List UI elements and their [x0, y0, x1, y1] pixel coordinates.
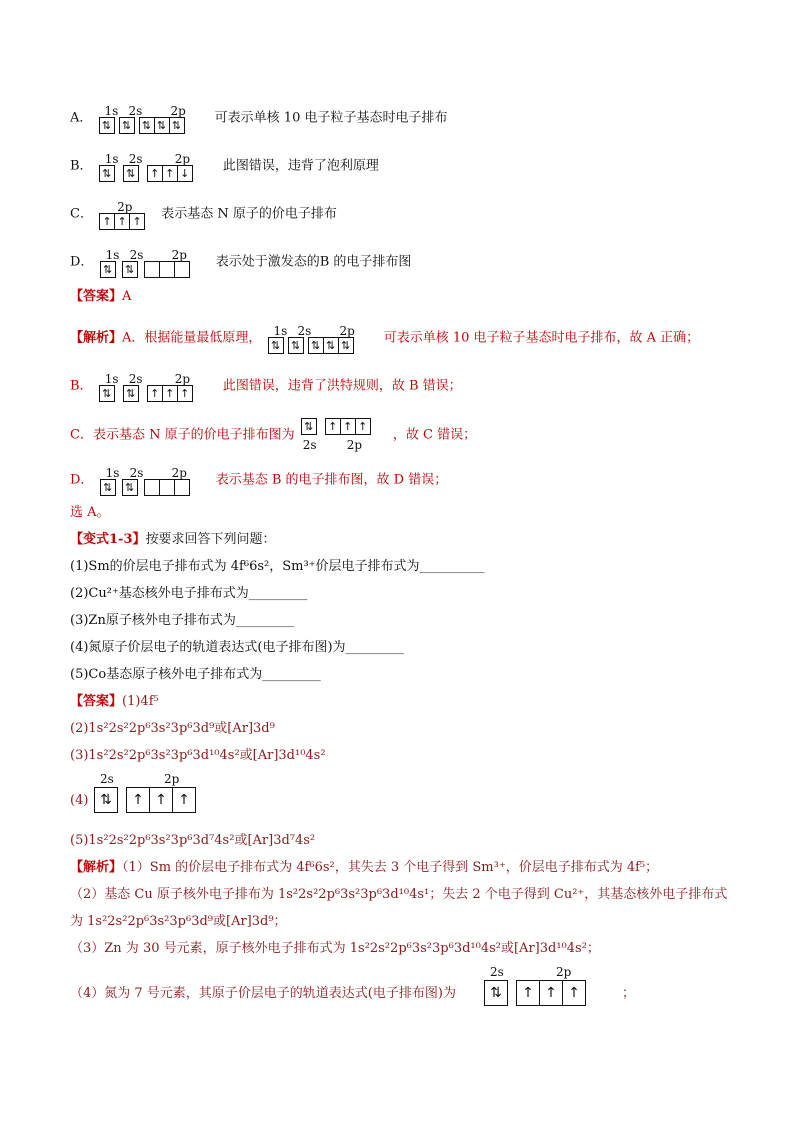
- orbital-box: ⇅: [126, 387, 136, 400]
- orbital-label: 2s: [128, 372, 143, 386]
- question-1: (1)Sm的价层电子排布式为 4f⁶6s²，Sm³⁺价层电子排布式为__________: [70, 559, 485, 574]
- orbital-diagram-analysis-a: [268, 324, 378, 352]
- orbital-box: ↑: [163, 166, 178, 181]
- orbital-label: 1s: [273, 324, 288, 338]
- analysis-d-text: 表示基态 B 的电子排布图，故 D 错误；: [215, 472, 448, 488]
- analysis-tag: 【解析】: [70, 860, 123, 875]
- orbital-label: 1s: [104, 152, 119, 166]
- orbital-label: 2s: [129, 248, 144, 262]
- orbital-label: 1s: [104, 372, 119, 386]
- analysis-c-text-2: ，故 C 错误；: [392, 427, 477, 443]
- orbital-box: ⇅: [309, 338, 324, 353]
- orbital-label: 2s: [100, 772, 114, 786]
- orbital-box: ↑: [540, 981, 563, 1005]
- orbital-box: ⇅: [121, 119, 132, 132]
- option-b-prefix: B．: [70, 158, 93, 174]
- orbital-diagram-b: [99, 152, 217, 180]
- option-d-prefix: D．: [70, 254, 94, 270]
- orbital-box: ⇅: [270, 339, 281, 352]
- orbital-diagram-analysis-c: [301, 418, 387, 452]
- orbital-box: ⇅: [304, 420, 314, 433]
- orbital-box: ↑: [127, 788, 150, 812]
- orbital-box: [145, 262, 160, 277]
- orbital-box: ⇅: [102, 263, 113, 276]
- orbital-label: 2p: [346, 438, 363, 452]
- orbital-box: ⇅: [101, 119, 112, 132]
- orbital-box: [160, 262, 175, 277]
- analysis-2-p3: （3）Zn 为 30 号元素，原子核外电子排布式为 1s²2s²2p⁶3s²3p⁶3d¹⁰4s²或[Ar]3d¹⁰4s²；: [70, 941, 600, 956]
- orbital-diagram-answer-4: [94, 774, 224, 820]
- answer-2: [70, 693, 159, 711]
- answer-3-value: (3)1s²2s²2p⁶3s²3p⁶3d¹⁰4s²或[Ar]3d¹⁰4s²: [70, 748, 326, 763]
- option-c-text: 表示基态 N 原子的价电子排布: [161, 206, 337, 222]
- analysis-conclusion: 选 A。: [70, 505, 110, 520]
- answer-tag: 【答案】: [70, 694, 123, 709]
- orbital-label: 2p: [171, 466, 187, 480]
- orbital-label: 1s: [104, 104, 119, 118]
- answer-tag: 【答案】: [70, 289, 123, 304]
- answer-1-value: (1)4f⁵: [122, 694, 159, 709]
- option-c: [70, 200, 337, 228]
- orbital-box: ⇅: [324, 338, 339, 353]
- option-a: [70, 104, 447, 132]
- analysis-c-text: C．表示基态 N 原子的价电子排布图为: [70, 427, 295, 443]
- variant-heading: [70, 531, 276, 549]
- analysis-d: [70, 466, 447, 494]
- analysis-2-p4: [70, 985, 456, 1003]
- orbital-box: ↓: [180, 167, 190, 180]
- answer-4-prefix: (4): [70, 793, 89, 808]
- option-a-text: 可表示单核 10 电子粒子基态时电子排布: [214, 110, 448, 126]
- question-3: (3)Zn原子核外电子排布式为_________: [70, 613, 295, 628]
- orbital-box: ↑: [132, 215, 142, 228]
- analysis-a: [70, 324, 699, 352]
- option-b: [70, 152, 379, 180]
- option-a-prefix: A．: [70, 110, 93, 126]
- orbital-box: ⇅: [490, 985, 502, 1001]
- analysis-a-text-2: 可表示单核 10 电子粒子基态时电子排布，故 A 正确；: [383, 330, 700, 346]
- orbital-box: [145, 480, 160, 495]
- orbital-label: 2s: [128, 104, 143, 118]
- option-b-text: 此图错误，违背了泡利原理: [222, 158, 379, 174]
- answer-2-value: (2)1s²2s²2p⁶3s²3p⁶3d⁹或[Ar]3d⁹: [70, 721, 275, 736]
- question-2: (2)Cu²⁺基态核外电子排布式为_________: [70, 586, 308, 601]
- analysis-b: [70, 372, 462, 400]
- orbital-label: 1s: [105, 248, 120, 262]
- orbital-box: ⇅: [102, 387, 112, 400]
- orbital-label: 2s: [129, 466, 144, 480]
- orbital-label: 2s: [302, 438, 317, 452]
- analysis-2-p2b: 为 1s²2s²2p⁶3s²3p⁶3d⁹或[Ar]3d⁹；: [70, 914, 287, 929]
- orbital-box: ↑: [115, 214, 130, 229]
- orbital-box: ↑: [341, 419, 356, 434]
- orbital-box: ↑: [326, 419, 341, 434]
- orbital-diagram-a: [99, 104, 209, 132]
- variant-intro: 按要求回答下列问题：: [145, 532, 276, 547]
- orbital-box: ⇅: [126, 167, 136, 180]
- orbital-label: 2p: [117, 200, 133, 214]
- analysis-2-p2a: （2）基态 Cu 原子核外电子排布为 1s²2s²2p⁶3s²3p⁶3d¹⁰4s¹；失去 2 个电子得到 Cu²⁺，其基态核外电子排布式: [70, 887, 728, 902]
- orbital-diagram-analysis-d: [100, 466, 210, 494]
- orbital-label: 2p: [170, 104, 186, 118]
- orbital-box: ⇅: [290, 339, 301, 352]
- orbital-label: 2p: [339, 324, 355, 338]
- analysis-d-prefix: D．: [70, 472, 94, 488]
- analysis-2-p1-text: （1）Sm 的价层电子排布式为 4f⁶6s²，其失去 3 个电子得到 Sm³⁺，价层电子排布式为 4f⁵；: [122, 860, 659, 875]
- orbital-label: 2s: [128, 152, 143, 166]
- analysis-2-p1: [70, 859, 658, 877]
- variant-tag: 【变式1-3】: [70, 532, 146, 547]
- orbital-diagram-d: [100, 248, 210, 276]
- orbital-label: 2s: [490, 965, 504, 979]
- analysis-c: [70, 418, 476, 452]
- option-d-text: 表示处于激发态的B 的电子排布图: [215, 254, 412, 270]
- orbital-box: ↑: [358, 420, 368, 433]
- orbital-box: ⇅: [102, 167, 112, 180]
- orbital-label: 2p: [556, 965, 572, 979]
- orbital-label: 2p: [174, 372, 191, 386]
- answer-4: [70, 792, 88, 810]
- orbital-box: ⇅: [155, 118, 170, 133]
- orbital-box: ⇅: [124, 481, 135, 494]
- orbital-box: [160, 480, 175, 495]
- orbital-box: ↑: [517, 981, 540, 1005]
- orbital-box: ↑: [150, 788, 173, 812]
- analysis-a-text: A．根据能量最低原理，: [122, 330, 262, 346]
- analysis-tag: 【解析】: [70, 330, 123, 346]
- orbital-label: 2p: [171, 248, 187, 262]
- orbital-diagram-analysis-b: [99, 372, 217, 400]
- answer-5-value: (5)1s²2s²2p⁶3s²3p⁶3d⁷4s²或[Ar]3d⁷4s²: [70, 833, 316, 848]
- question-5: (5)Co基态原子核外电子排布式为_________: [70, 667, 321, 682]
- orbital-label: 2s: [297, 324, 312, 338]
- option-c-prefix: C．: [70, 206, 93, 222]
- orbital-box: ↑: [178, 792, 190, 808]
- orbital-box: ↑: [568, 985, 580, 1001]
- orbital-box: ↑: [148, 166, 163, 181]
- question-4: (4)氮原子价层电子的轨道表达式(电子排布图)为_________: [70, 640, 405, 655]
- option-d: [70, 248, 411, 276]
- orbital-box: ↑: [148, 386, 163, 401]
- orbital-box: ⇅: [102, 481, 113, 494]
- orbital-box: [175, 480, 189, 495]
- orbital-label: 1s: [105, 466, 120, 480]
- analysis-b-text: 此图错误，违背了洪特规则，故 B 错误；: [222, 378, 462, 394]
- answer-value: A: [122, 289, 132, 304]
- orbital-label: 2p: [174, 152, 191, 166]
- answer-1: [70, 288, 131, 306]
- orbital-box: ⇅: [171, 119, 182, 132]
- analysis-2-p4-text: （4）氮为 7 号元素，其原子价层电子的轨道表达式(电子排布图)为: [70, 986, 456, 1001]
- orbital-diagram-analysis-4: [484, 967, 616, 1013]
- orbital-diagram-c: [99, 200, 155, 228]
- analysis-b-prefix: B．: [70, 378, 93, 394]
- orbital-box: ↑: [180, 387, 190, 400]
- orbital-box: ⇅: [340, 339, 351, 352]
- orbital-label: 2p: [164, 772, 180, 786]
- orbital-box: ↑: [100, 214, 115, 229]
- analysis-2-p4-end: ；: [622, 986, 636, 1001]
- orbital-box: ⇅: [140, 118, 155, 133]
- orbital-box: ⇅: [100, 792, 112, 808]
- orbital-box: ↑: [163, 386, 178, 401]
- orbital-box: [175, 262, 189, 277]
- orbital-box: ⇅: [124, 263, 135, 276]
